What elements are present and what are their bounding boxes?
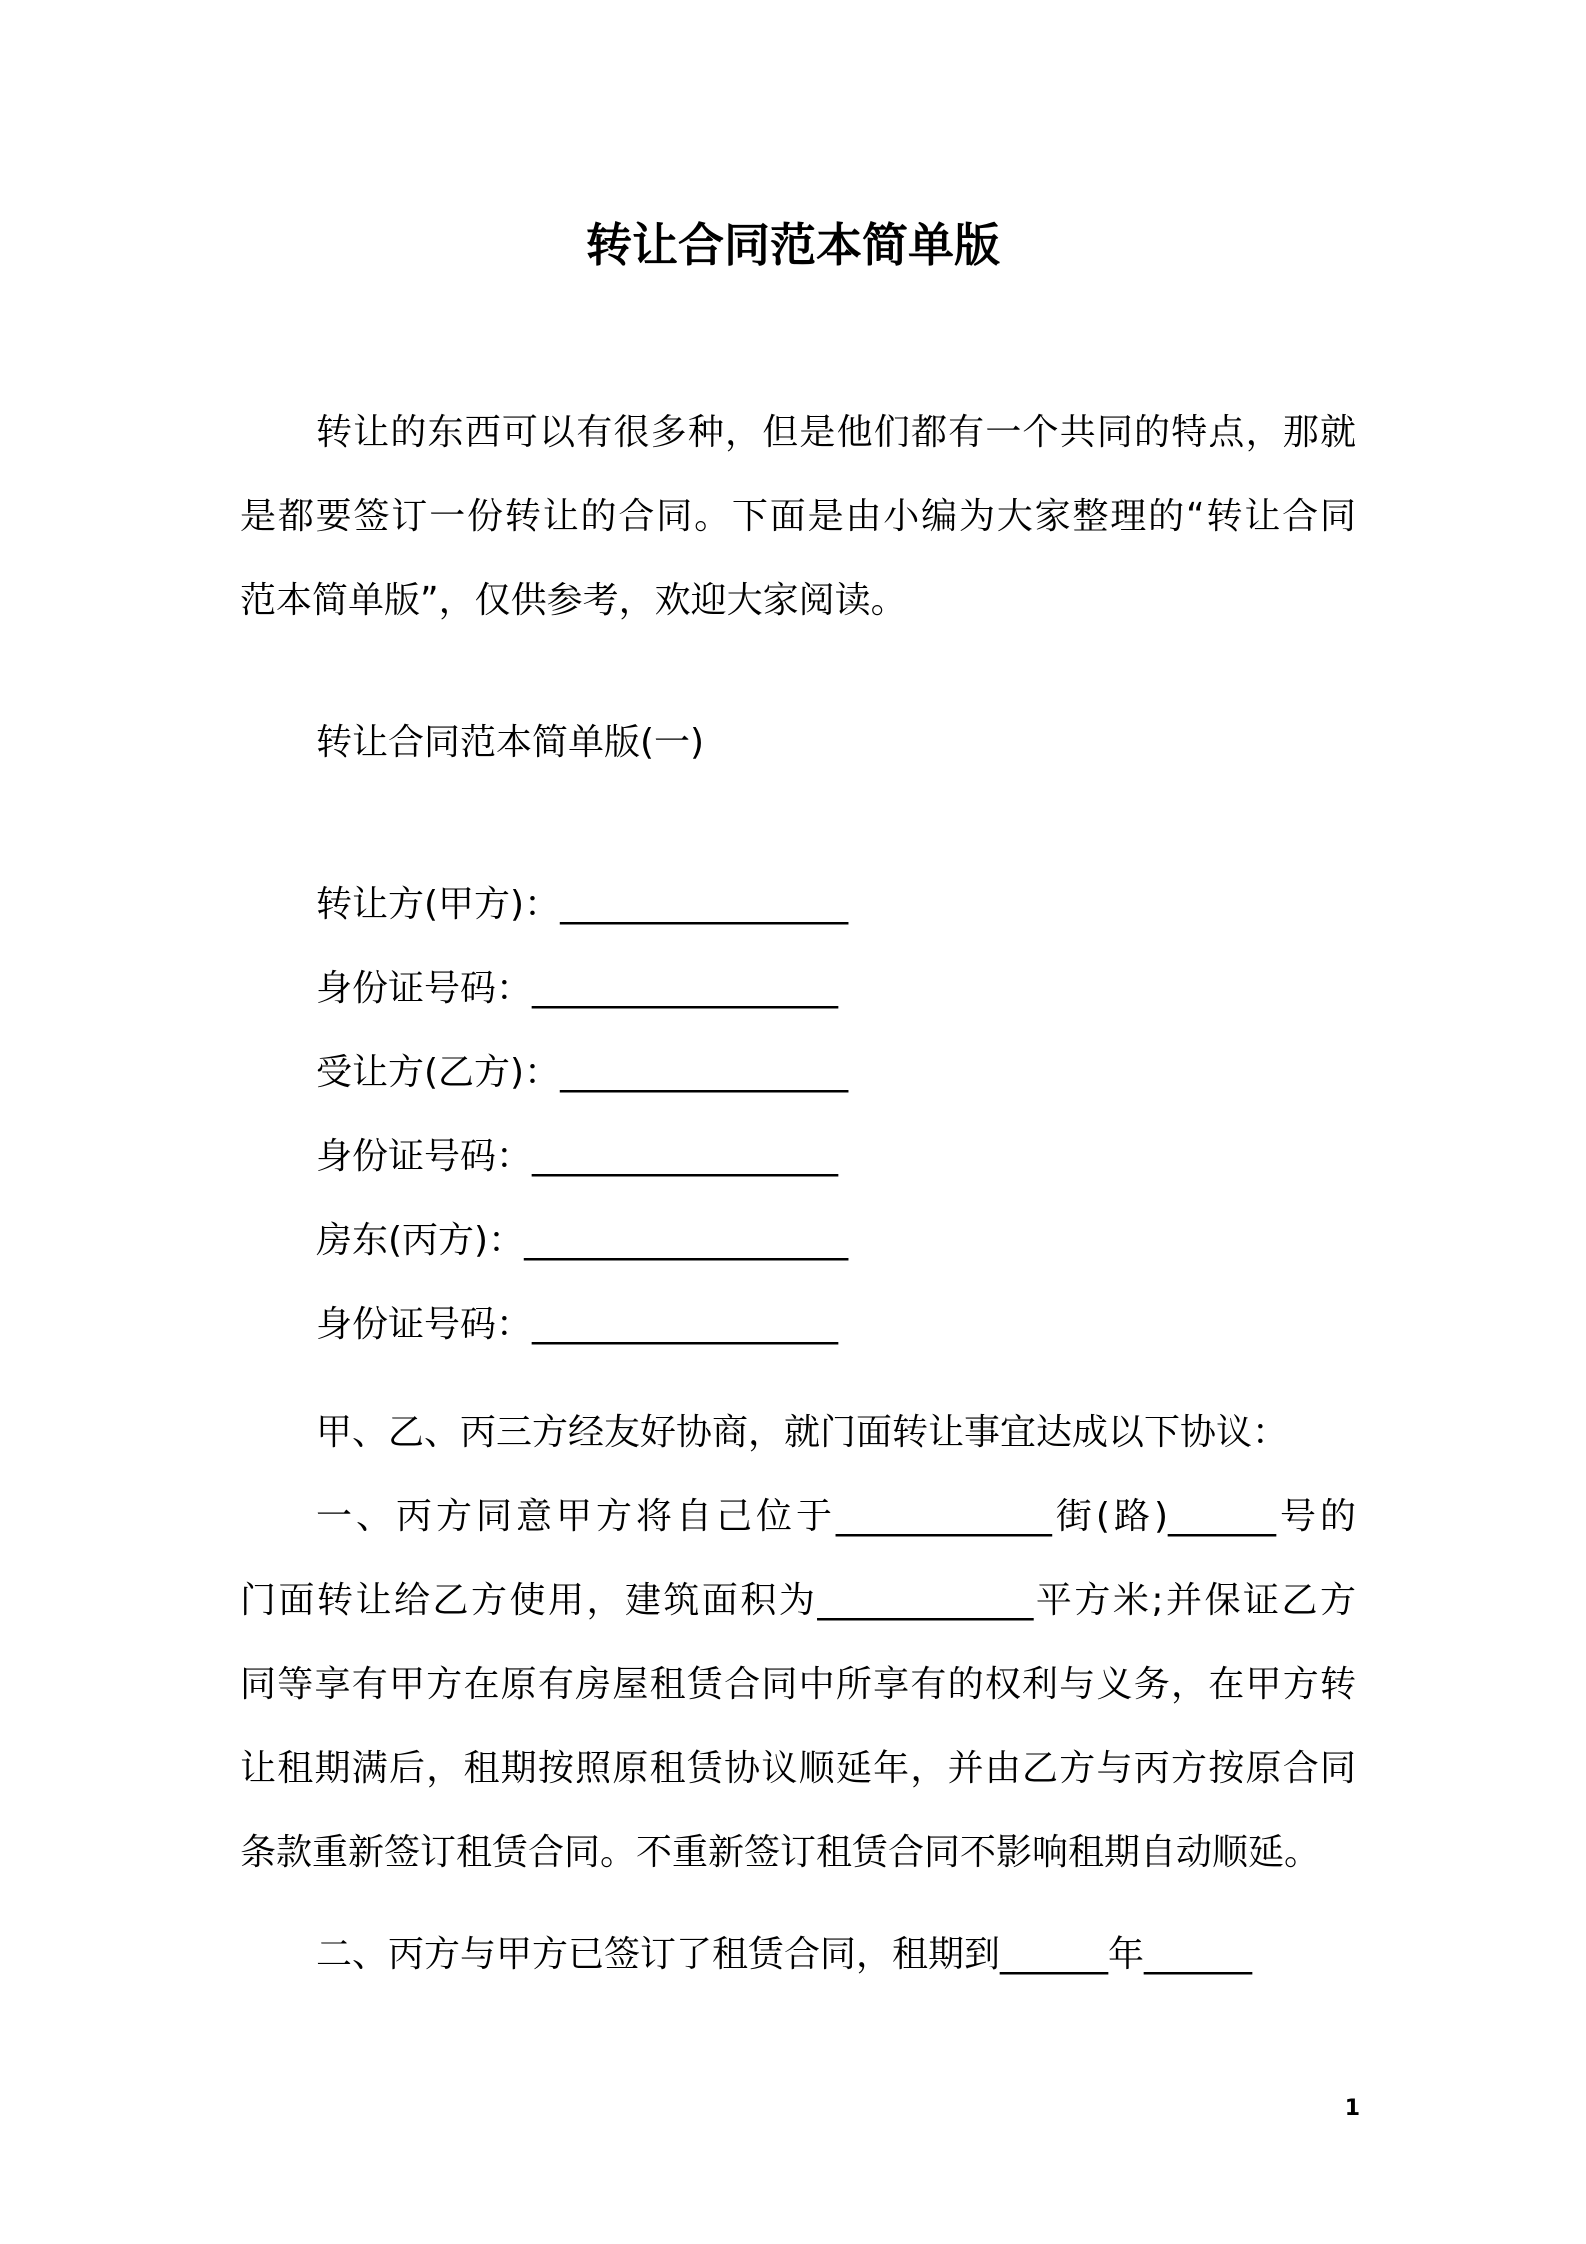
field-transferor-id: 身份证号码：_________________ (316, 968, 839, 1009)
section-heading: 转让合同范本简单版(一) (316, 722, 705, 763)
clause-one-line: 门面转让给乙方使用，建筑面积为____________平方米;并保证乙方 (240, 1580, 1356, 1621)
document-title: 转让合同范本简单版 (586, 218, 1000, 272)
field-transferee-id: 身份证号码：_________________ (316, 1136, 839, 1177)
page-number: 1 (1344, 2096, 1360, 2121)
intro-line: 转让的东西可以有很多种，但是他们都有一个共同的特点，那就 (316, 412, 1356, 453)
intro-paragraph (240, 408, 1356, 660)
clause-one-line: 同等享有甲方在原有房屋租赁合同中所享有的权利与义务，在甲方转 (240, 1664, 1356, 1705)
field-transferee: 受让方(乙方)：________________ (316, 1052, 849, 1093)
clause-two: 二、丙方与甲方已签订了租赁合同，租期到______年______ (316, 1934, 1253, 1975)
field-landlord: 房东(丙方)：__________________ (316, 1220, 849, 1261)
field-landlord-id: 身份证号码：_________________ (316, 1304, 839, 1345)
intro-line: 是都要签订一份转让的合同。下面是由小编为大家整理的“转让合同 (240, 496, 1356, 537)
field-transferor: 转让方(甲方)：________________ (316, 884, 849, 925)
clause-one-line: 条款重新签订租赁合同。不重新签订租赁合同不影响租期自动顺延。 (240, 1832, 1321, 1873)
intro-line: 范本简单版”，仅供参考，欢迎大家阅读。 (240, 580, 907, 621)
agreement-intro: 甲、乙、丙三方经友好协商，就门面转让事宜达成以下协议： (316, 1412, 1289, 1453)
clause-one (240, 1492, 1356, 1912)
clause-one-line: 一、丙方同意甲方将自己位于____________街(路)______号的 (316, 1496, 1356, 1537)
clause-one-line: 让租期满后，租期按照原租赁协议顺延年，并由乙方与丙方按原合同 (240, 1748, 1356, 1789)
